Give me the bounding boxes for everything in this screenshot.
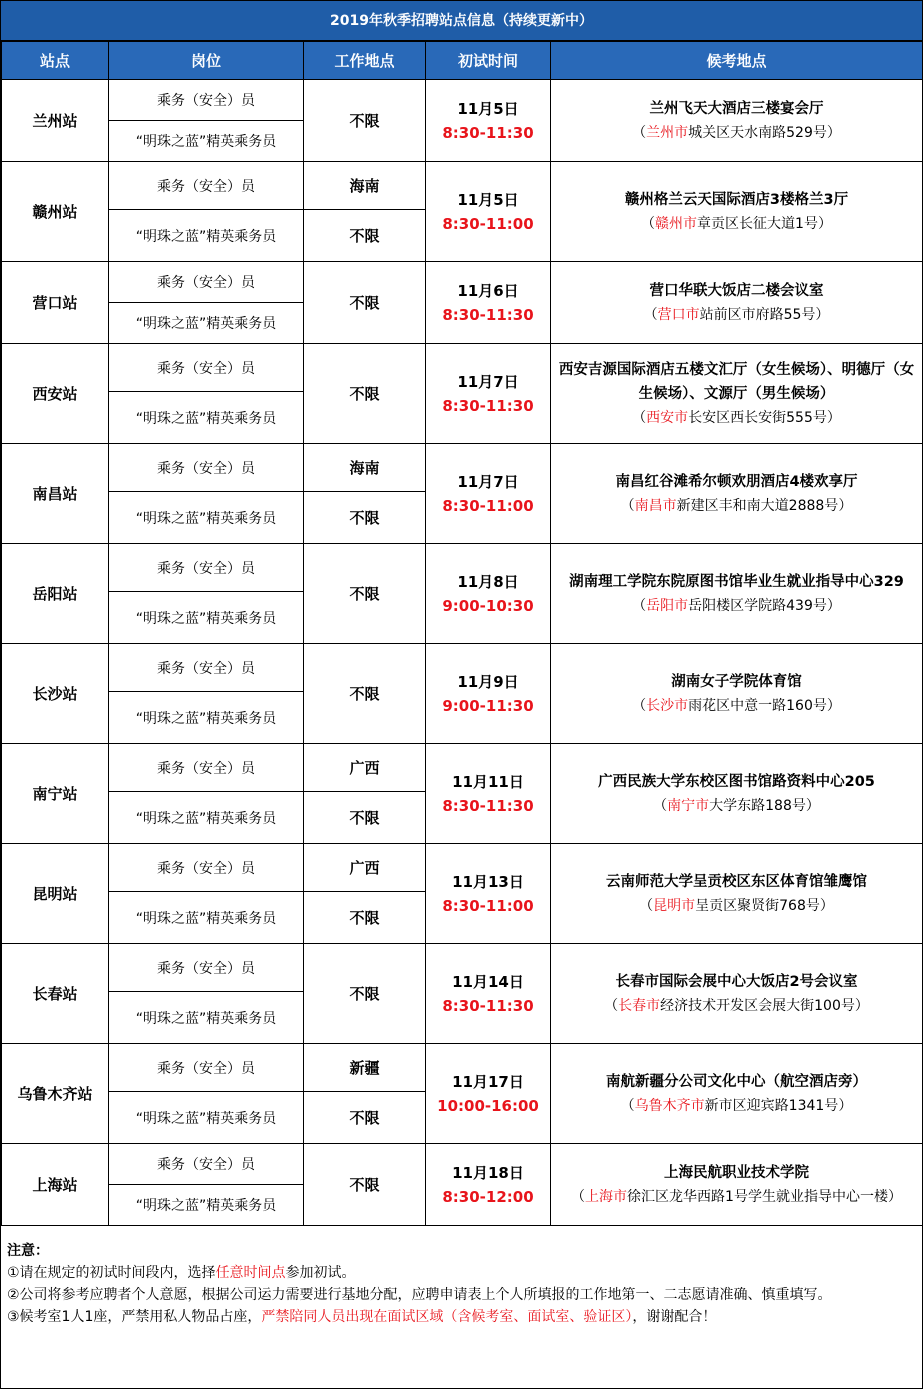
- table-row: [2, 544, 923, 592]
- venue-city: 长沙市: [646, 697, 689, 714]
- venue-street: 站前区市府路55号: [699, 306, 816, 323]
- exam-date: 11月8日: [457, 572, 519, 591]
- venue-address: （乌鲁木齐市新市区迎宾路1341号）: [620, 1097, 853, 1114]
- exam-time: [426, 444, 551, 544]
- table-row: [2, 80, 923, 121]
- exam-date: 11月13日: [452, 872, 524, 891]
- exam-date: 11月9日: [457, 672, 519, 691]
- venue-city: 乌鲁木齐市: [634, 1097, 705, 1114]
- exam-date: 11月18日: [452, 1163, 524, 1182]
- venue-city: 上海市: [585, 1188, 628, 1205]
- venue-address: （长春市经济技术开发区会展大街100号）: [604, 997, 869, 1014]
- venue-city: 南宁市: [667, 797, 710, 814]
- exam-hours: 8:30-11:30: [442, 396, 534, 415]
- exam-time: [426, 162, 551, 262]
- exam-time: [426, 744, 551, 844]
- venue-address: （长沙市雨花区中意一路160号）: [632, 697, 841, 714]
- waiting-venue: [551, 744, 923, 844]
- work-location: 不限: [304, 644, 426, 744]
- venue-address: （南昌市新建区丰和南大道2888号）: [620, 497, 853, 514]
- exam-hours: 8:30-11:00: [442, 896, 534, 915]
- venue-address: （赣州市章贡区长征大道1号）: [641, 215, 832, 232]
- station-name: 长春站: [2, 944, 109, 1044]
- header-waiting-venue: 候考地点: [551, 42, 923, 80]
- table-row: [2, 644, 923, 692]
- venue-name: 赣州格兰云天国际酒店3楼格兰3厅: [624, 191, 849, 208]
- venue-street: 大学东路188号: [709, 797, 806, 814]
- position-cabin-crew: 乘务（安全）员: [109, 744, 304, 792]
- venue-address: （西安市长安区西长安街555号）: [632, 409, 841, 426]
- exam-hours: 8:30-11:00: [442, 214, 534, 233]
- work-location: 不限: [304, 892, 426, 944]
- venue-name: 湖南女子学院体育馆: [671, 673, 802, 690]
- waiting-venue: [551, 162, 923, 262]
- table-row: [2, 344, 923, 392]
- exam-date: 11月11日: [452, 772, 524, 791]
- note-1-highlight: 任意时间点: [215, 1265, 286, 1281]
- station-name: 兰州站: [2, 80, 109, 162]
- venue-street: 徐汇区龙华西路1号学生就业指导中心一楼: [627, 1188, 888, 1205]
- work-location: 不限: [304, 1144, 426, 1226]
- position-cabin-crew: 乘务（安全）员: [109, 1044, 304, 1092]
- waiting-venue: [551, 262, 923, 344]
- exam-hours: 8:30-11:30: [442, 123, 534, 142]
- table-row: [2, 844, 923, 892]
- position-cabin-crew: 乘务（安全）员: [109, 644, 304, 692]
- position-elite-crew: “明珠之蓝”精英乘务员: [109, 492, 304, 544]
- venue-address: （上海市徐汇区龙华西路1号学生就业指导中心一楼）: [571, 1188, 902, 1205]
- work-location: 广西: [304, 744, 426, 792]
- venue-name: 云南师范大学呈贡校区东区体育馆雏鹰馆: [606, 873, 867, 890]
- exam-time: [426, 262, 551, 344]
- exam-time: [426, 844, 551, 944]
- note-2: ②公司将参考应聘者个人意愿，根据公司运力需要进行基地分配，应聘申请表上个人所填报的工作地第一、二志愿请准确、慎重填写。: [7, 1287, 832, 1303]
- note-1: [7, 1262, 916, 1284]
- header-station: 站点: [2, 42, 109, 80]
- table-row: [2, 262, 923, 303]
- exam-date: 11月7日: [457, 372, 519, 391]
- exam-hours: 9:00-11:30: [442, 696, 534, 715]
- note-1-tail: 参加初试。: [285, 1265, 356, 1281]
- exam-hours: 9:00-10:30: [442, 596, 534, 615]
- position-cabin-crew: 乘务（安全）员: [109, 544, 304, 592]
- exam-hours: 8:30-11:30: [442, 305, 534, 324]
- work-location: 不限: [304, 80, 426, 162]
- venue-street: 长安区西长安街555号: [688, 409, 827, 426]
- exam-hours: 8:30-11:30: [442, 796, 534, 815]
- position-elite-crew: “明珠之蓝”精英乘务员: [109, 392, 304, 444]
- position-elite-crew: “明珠之蓝”精英乘务员: [109, 592, 304, 644]
- exam-time: [426, 644, 551, 744]
- position-elite-crew: “明珠之蓝”精英乘务员: [109, 792, 304, 844]
- note-3-tail: ，谢谢配合！: [632, 1309, 717, 1325]
- position-elite-crew: “明珠之蓝”精英乘务员: [109, 1185, 304, 1226]
- venue-name: 长春市国际会展中心大饭店2号会议室: [615, 973, 858, 990]
- venue-name: 湖南理工学院东院原图书馆毕业生就业指导中心329: [569, 573, 904, 590]
- venue-city: 西安市: [646, 409, 689, 426]
- station-name: 长沙站: [2, 644, 109, 744]
- waiting-venue: [551, 944, 923, 1044]
- exam-time: [426, 1144, 551, 1226]
- table-row: [2, 944, 923, 992]
- venue-street: 章贡区长征大道1号: [697, 215, 818, 232]
- venue-street: 雨花区中意一路160号: [688, 697, 827, 714]
- table-row: [2, 162, 923, 210]
- venue-address: （兰州市城关区天水南路529号）: [632, 124, 841, 141]
- exam-time: [426, 944, 551, 1044]
- exam-time: [426, 1044, 551, 1144]
- position-elite-crew: “明珠之蓝”精英乘务员: [109, 992, 304, 1044]
- position-cabin-crew: 乘务（安全）员: [109, 262, 304, 303]
- position-cabin-crew: 乘务（安全）员: [109, 444, 304, 492]
- venue-city: 兰州市: [646, 124, 689, 141]
- table-row: [2, 744, 923, 792]
- waiting-venue: [551, 1144, 923, 1226]
- venue-street: 经济技术开发区会展大街100号: [660, 997, 855, 1014]
- venue-city: 赣州市: [655, 215, 698, 232]
- exam-time: [426, 80, 551, 162]
- work-location: 新疆: [304, 1044, 426, 1092]
- venue-street: 新市区迎宾路1341号: [704, 1097, 839, 1114]
- position-cabin-crew: 乘务（安全）员: [109, 1144, 304, 1185]
- note-3: [7, 1306, 916, 1328]
- venue-name: 上海民航职业技术学院: [664, 1164, 809, 1181]
- header-row: [2, 42, 923, 80]
- exam-hours: 10:00-16:00: [437, 1096, 539, 1115]
- station-name: 乌鲁木齐站: [2, 1044, 109, 1144]
- venue-street: 岳阳楼区学院路439号: [688, 597, 827, 614]
- station-name: 南昌站: [2, 444, 109, 544]
- position-elite-crew: “明珠之蓝”精英乘务员: [109, 1092, 304, 1144]
- venue-city: 岳阳市: [646, 597, 689, 614]
- venue-city: 昆明市: [653, 897, 696, 914]
- header-exam-time: 初试时间: [426, 42, 551, 80]
- venue-name: 营口华联大饭店二楼会议室: [649, 282, 824, 299]
- note-3-highlight: 严禁陪同人员出现在面试区域（含候考室、面试室、验证区）: [261, 1309, 633, 1325]
- waiting-venue: [551, 80, 923, 162]
- waiting-venue: [551, 844, 923, 944]
- work-location: 不限: [304, 1092, 426, 1144]
- venue-city: 长春市: [618, 997, 661, 1014]
- venue-name: 广西民族大学东校区图书馆路资料中心205: [598, 773, 875, 790]
- venue-city: 营口市: [657, 306, 700, 323]
- work-location: 不限: [304, 492, 426, 544]
- waiting-venue: [551, 1044, 923, 1144]
- exam-hours: 8:30-11:30: [442, 996, 534, 1015]
- table-row: [2, 444, 923, 492]
- venue-name: 南昌红谷滩希尔顿欢朋酒店4楼欢享厅: [615, 473, 858, 490]
- exam-time: [426, 344, 551, 444]
- work-location: 不限: [304, 544, 426, 644]
- sheet-title: 2019年秋季招聘站点信息（持续更新中）: [1, 1, 922, 41]
- work-location: 不限: [304, 262, 426, 344]
- station-table: [1, 41, 923, 1226]
- exam-date: 11月5日: [457, 99, 519, 118]
- venue-name: 南航新疆分公司文化中心（航空酒店旁）: [606, 1073, 867, 1090]
- venue-street: 呈贡区聚贤街768号: [695, 897, 820, 914]
- exam-hours: 8:30-11:00: [442, 496, 534, 515]
- waiting-venue: [551, 344, 923, 444]
- position-elite-crew: “明珠之蓝”精英乘务员: [109, 303, 304, 344]
- station-name: 南宁站: [2, 744, 109, 844]
- exam-date: 11月14日: [452, 972, 524, 991]
- work-location: 不限: [304, 792, 426, 844]
- exam-hours: 8:30-12:00: [442, 1187, 534, 1206]
- work-location: 不限: [304, 944, 426, 1044]
- work-location: 海南: [304, 162, 426, 210]
- exam-date: 11月6日: [457, 281, 519, 300]
- position-elite-crew: “明珠之蓝”精英乘务员: [109, 892, 304, 944]
- position-cabin-crew: 乘务（安全）员: [109, 844, 304, 892]
- header-position: 岗位: [109, 42, 304, 80]
- waiting-venue: [551, 544, 923, 644]
- venue-name: 兰州飞天大酒店三楼宴会厅: [649, 100, 824, 117]
- note-1-text: ①请在规定的初试时间段内，选择: [7, 1265, 216, 1281]
- work-location: 海南: [304, 444, 426, 492]
- note-3-text: ③候考室1人1座，严禁用私人物品占座，: [7, 1309, 262, 1325]
- position-elite-crew: “明珠之蓝”精英乘务员: [109, 121, 304, 162]
- notes-heading: 注意：: [7, 1243, 49, 1259]
- work-location: 不限: [304, 344, 426, 444]
- station-name: 西安站: [2, 344, 109, 444]
- position-elite-crew: “明珠之蓝”精英乘务员: [109, 210, 304, 262]
- station-name: 营口站: [2, 262, 109, 344]
- exam-date: 11月5日: [457, 190, 519, 209]
- table-row: [2, 1044, 923, 1092]
- venue-address: （昆明市呈贡区聚贤街768号）: [639, 897, 834, 914]
- table-row: [2, 1144, 923, 1185]
- exam-time: [426, 544, 551, 644]
- waiting-venue: [551, 644, 923, 744]
- work-location: 广西: [304, 844, 426, 892]
- venue-address: （岳阳市岳阳楼区学院路439号）: [632, 597, 841, 614]
- venue-name: 西安吉源国际酒店五楼文汇厅（女生候场）、明德厅（女生候场）、文源厅（男生候场）: [558, 361, 915, 402]
- position-cabin-crew: 乘务（安全）员: [109, 80, 304, 121]
- venue-address: （营口市站前区市府路55号）: [643, 306, 830, 323]
- position-cabin-crew: 乘务（安全）员: [109, 944, 304, 992]
- venue-address: （南宁市大学东路188号）: [653, 797, 820, 814]
- station-name: 上海站: [2, 1144, 109, 1226]
- venue-street: 新建区丰和南大道2888号: [676, 497, 839, 514]
- station-name: 昆明站: [2, 844, 109, 944]
- venue-city: 南昌市: [634, 497, 677, 514]
- position-elite-crew: “明珠之蓝”精英乘务员: [109, 692, 304, 744]
- station-name: 岳阳站: [2, 544, 109, 644]
- exam-date: 11月17日: [452, 1072, 524, 1091]
- venue-street: 城关区天水南路529号: [688, 124, 827, 141]
- exam-date: 11月7日: [457, 472, 519, 491]
- position-cabin-crew: 乘务（安全）员: [109, 162, 304, 210]
- work-location: 不限: [304, 210, 426, 262]
- waiting-venue: [551, 444, 923, 544]
- station-name: 赣州站: [2, 162, 109, 262]
- header-work-location: 工作地点: [304, 42, 426, 80]
- notes-section: [1, 1226, 922, 1328]
- position-cabin-crew: 乘务（安全）员: [109, 344, 304, 392]
